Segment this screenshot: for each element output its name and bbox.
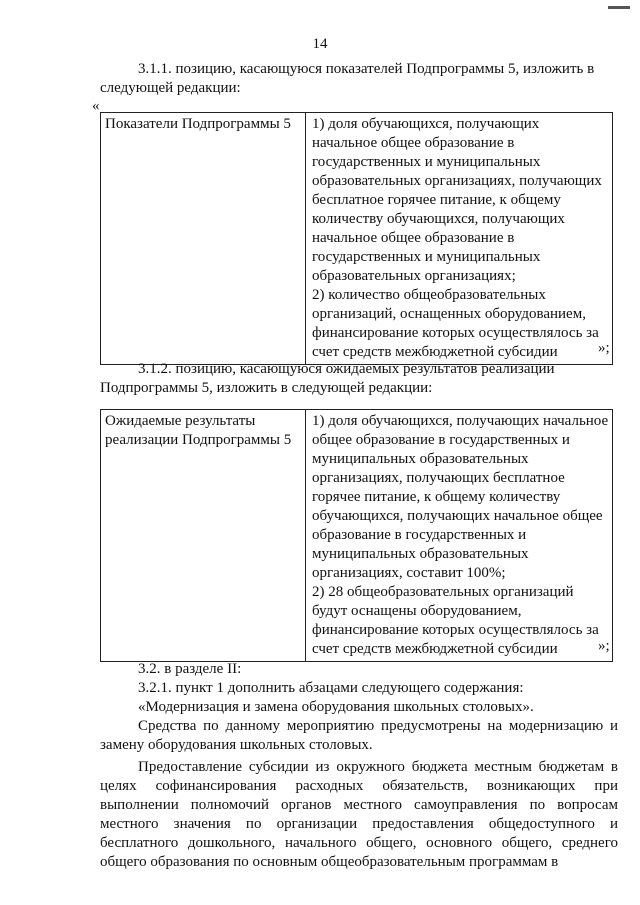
item-3-1-1-line1: 3.1.1. позицию, касающуюся показателей Подпрограммы 5, изложить в	[138, 61, 595, 77]
table1-line: количеству обучающихся, получающих	[312, 211, 565, 227]
item-3-1-2-line1: 3.1.2. позицию, касающуюся ожидаемых результатов реализации	[138, 361, 555, 377]
table2-line: будут оснащены оборудованием,	[312, 603, 522, 619]
table2-line: 2) 28 общеобразовательных организаций	[312, 584, 574, 600]
table1-line: начальное общее образование в	[312, 230, 515, 246]
expected-results-table	[100, 409, 613, 662]
indicators-table	[100, 112, 613, 365]
table1-line: 2) количество общеобразовательных	[312, 287, 546, 303]
table1-line: начальное общее образование в	[312, 135, 515, 151]
table1-line: образовательных организациях;	[312, 268, 516, 284]
table2-line: обучающихся, получающих начальное общее	[312, 508, 603, 524]
table2-line: муниципальных образовательных	[312, 546, 529, 562]
item-3-1-2	[100, 360, 618, 398]
quoted-heading: «Модернизация и замена оборудования школьных столовых».	[138, 699, 534, 715]
table2-line: общее образование в государственных и	[312, 432, 570, 448]
table2-line: 1) доля обучающихся, получающих начальное	[312, 413, 609, 429]
table2-line: счет средств межбюджетной субсидии	[312, 641, 558, 657]
table2-line: организациях, получающих бесплатное	[312, 470, 565, 486]
table2-line: муниципальных образовательных	[312, 451, 529, 467]
table2-line: организациях, составит 100%;	[312, 565, 506, 581]
table2-line: образование в государственных и	[312, 527, 527, 543]
item-3-1-2-line2: Подпрограммы 5, изложить в следующей редакции:	[100, 380, 433, 396]
table1-line: финансирование которых осуществлялось за	[312, 325, 599, 341]
table1-line: государственных и муниципальных	[312, 154, 541, 170]
open-quote: «	[92, 98, 100, 114]
item-3-1-1-line2: следующей редакции:	[100, 80, 241, 96]
item-3-1-1	[100, 60, 618, 98]
paragraph-funds: Средства по данному мероприятию предусмотрены на модернизацию и замену оборудования школьных столовых.	[100, 718, 618, 753]
item-3-2: 3.2. в разделе II:	[138, 661, 242, 677]
table2-label-line: реализации Подпрограммы 5	[105, 432, 292, 448]
table2-line: финансирование которых осуществлялось за	[312, 622, 599, 638]
table2-line: горячее питание, к общему количеству	[312, 489, 561, 505]
indicators-table-label: Показатели Подпрограммы 5	[101, 113, 306, 364]
table1-line: бесплатное горячее питание, к общему	[312, 192, 561, 208]
expected-results-content	[306, 410, 612, 661]
table2-label-line: Ожидаемые результаты	[105, 413, 256, 429]
indicators-table-content	[306, 113, 612, 364]
expected-results-label	[101, 410, 306, 661]
page-number: 14	[312, 36, 328, 52]
table1-line: государственных и муниципальных	[312, 249, 541, 265]
item-3-2-1: 3.2.1. пункт 1 дополнить абзацами следующего содержания:	[138, 680, 524, 696]
scan-artifact	[608, 6, 630, 9]
table1-line: образовательных организациях, получающих	[312, 173, 602, 189]
table1-line: организаций, оснащенных оборудованием,	[312, 306, 586, 322]
table1-line: счет средств межбюджетной субсидии	[312, 344, 558, 360]
table1-line: 1) доля обучающихся, получающих	[312, 116, 540, 132]
paragraph-subsidy: Предоставление субсидии из окружного бюджета местным бюджетам в целях софинансирования расходных обязательств, возникающих при выполнении полномочий органов местного самоуправления по вопросам местного значения по организации предоставления общедоступного и бесплатного дошкольного, начального общего, основного общего, среднего общего образования по основным общеобразовательным программам в	[100, 759, 618, 870]
close-quote-1: »;	[598, 340, 610, 356]
close-quote-2: »;	[598, 638, 610, 654]
